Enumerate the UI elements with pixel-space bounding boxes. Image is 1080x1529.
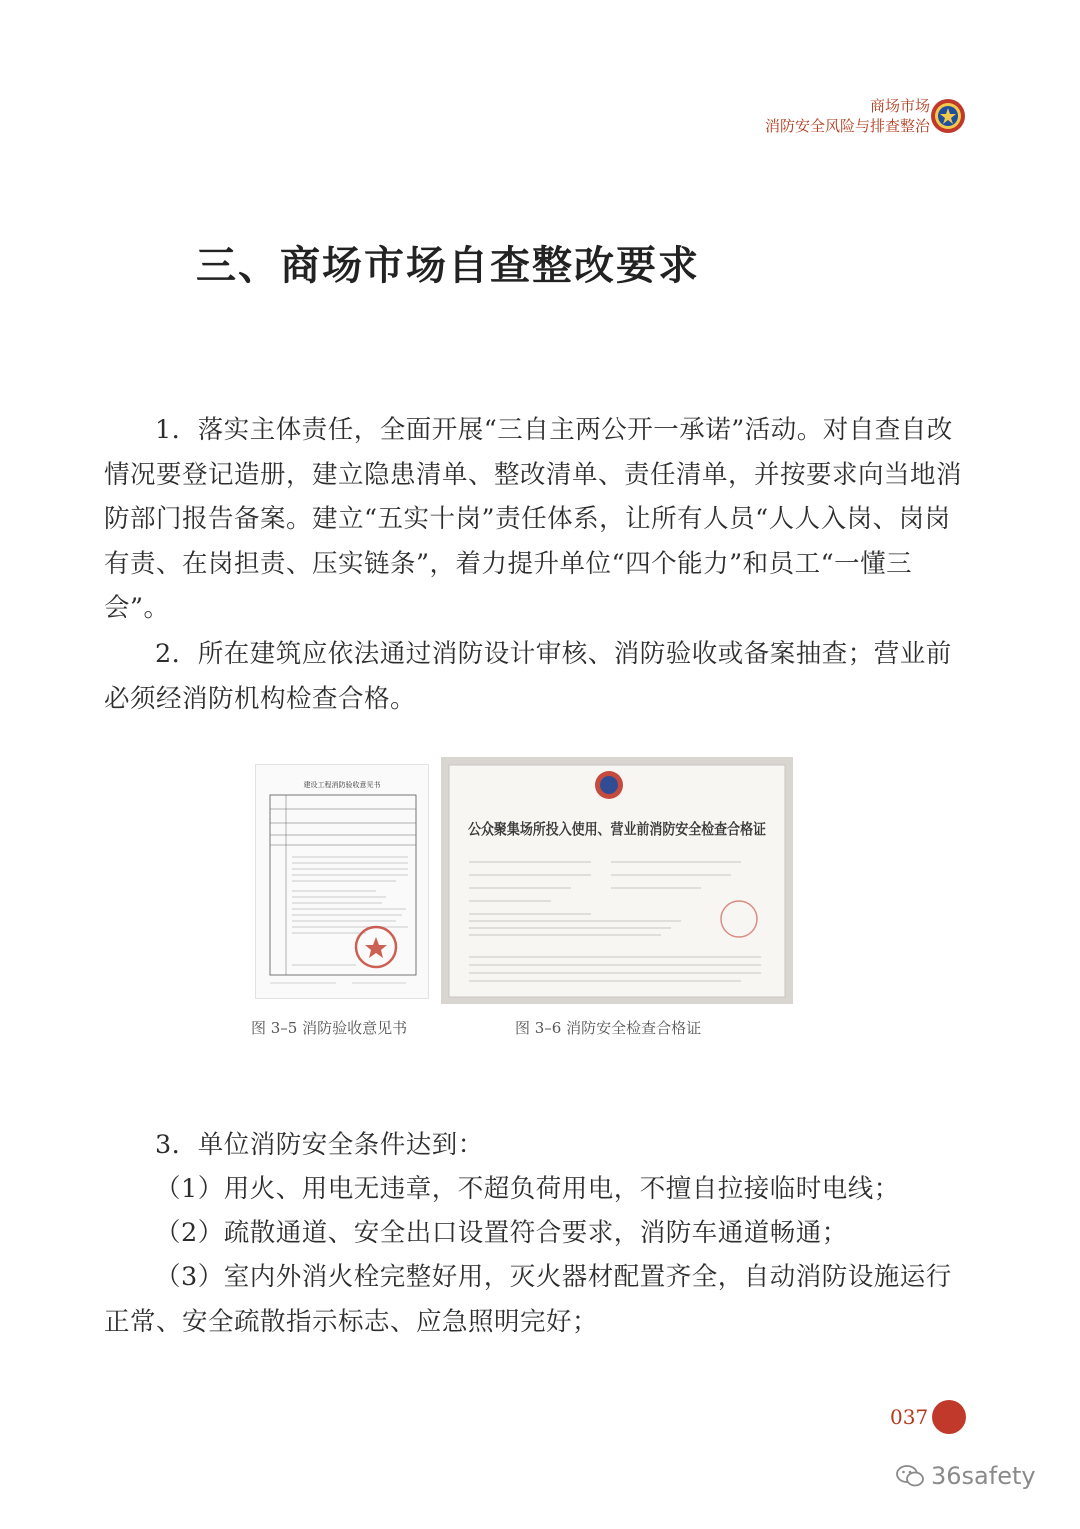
watermark-text: 36safety	[931, 1462, 1036, 1490]
fire-emblem-icon	[930, 98, 966, 134]
right-doc-heading: 公众聚集场所投入使用、营业前消防安全检查合格证	[468, 820, 766, 838]
figure-safety-certificate	[441, 757, 793, 1004]
figure-caption-right: 图 3–6 消防安全检查合格证	[515, 1019, 702, 1037]
acceptance-document-image	[256, 765, 428, 998]
paragraph-6: （3）室内外消火栓完整好用，灭火器材配置齐全，自动消防设施运行正常、安全疏散指示标志、应急照明完好；	[104, 1262, 952, 1337]
page-number: 037	[890, 1405, 929, 1429]
paragraph-1: 1．落实主体责任，全面开展“三自主两公开一承诺”活动。对自查自改情况要登记造册，建立隐患清单、整改清单、责任清单，并按要求向当地消防部门报告备案。建立“五实十岗”责任体系，让所有人员“人人入岗、岗岗有责、在岗担责、压实链条”，着力提升单位“四个能力”和员工“一懂三会”。	[104, 415, 963, 623]
paragraph-5: （2）疏散通道、安全出口设置符合要求，消防车通道畅通；	[155, 1218, 848, 1248]
paragraph-2: 2．所在建筑应依法通过消防设计审核、消防验收或备案抽查；营业前必须经消防机构检查合格。	[104, 639, 952, 714]
paragraph-3: 3．单位消防安全条件达到：	[155, 1130, 484, 1160]
figure-acceptance-opinion	[255, 764, 429, 999]
header-line-1: 商场市场	[869, 97, 930, 115]
certificate-image	[441, 757, 793, 1004]
page-dot	[932, 1400, 966, 1434]
wechat-icon	[895, 1463, 925, 1489]
section-title: 三、商场市场自查整改要求	[196, 243, 700, 289]
running-header	[765, 96, 930, 136]
paragraph-4: （1）用火、用电无违章，不超负荷用电，不擅自拉接临时电线；	[155, 1174, 900, 1204]
watermark	[895, 1462, 1036, 1490]
left-doc-heading: 建设工程消防验收意见书	[303, 781, 381, 789]
header-line-2: 消防安全风险与排查整治	[764, 117, 930, 135]
figure-caption-left: 图 3–5 消防验收意见书	[251, 1019, 408, 1037]
